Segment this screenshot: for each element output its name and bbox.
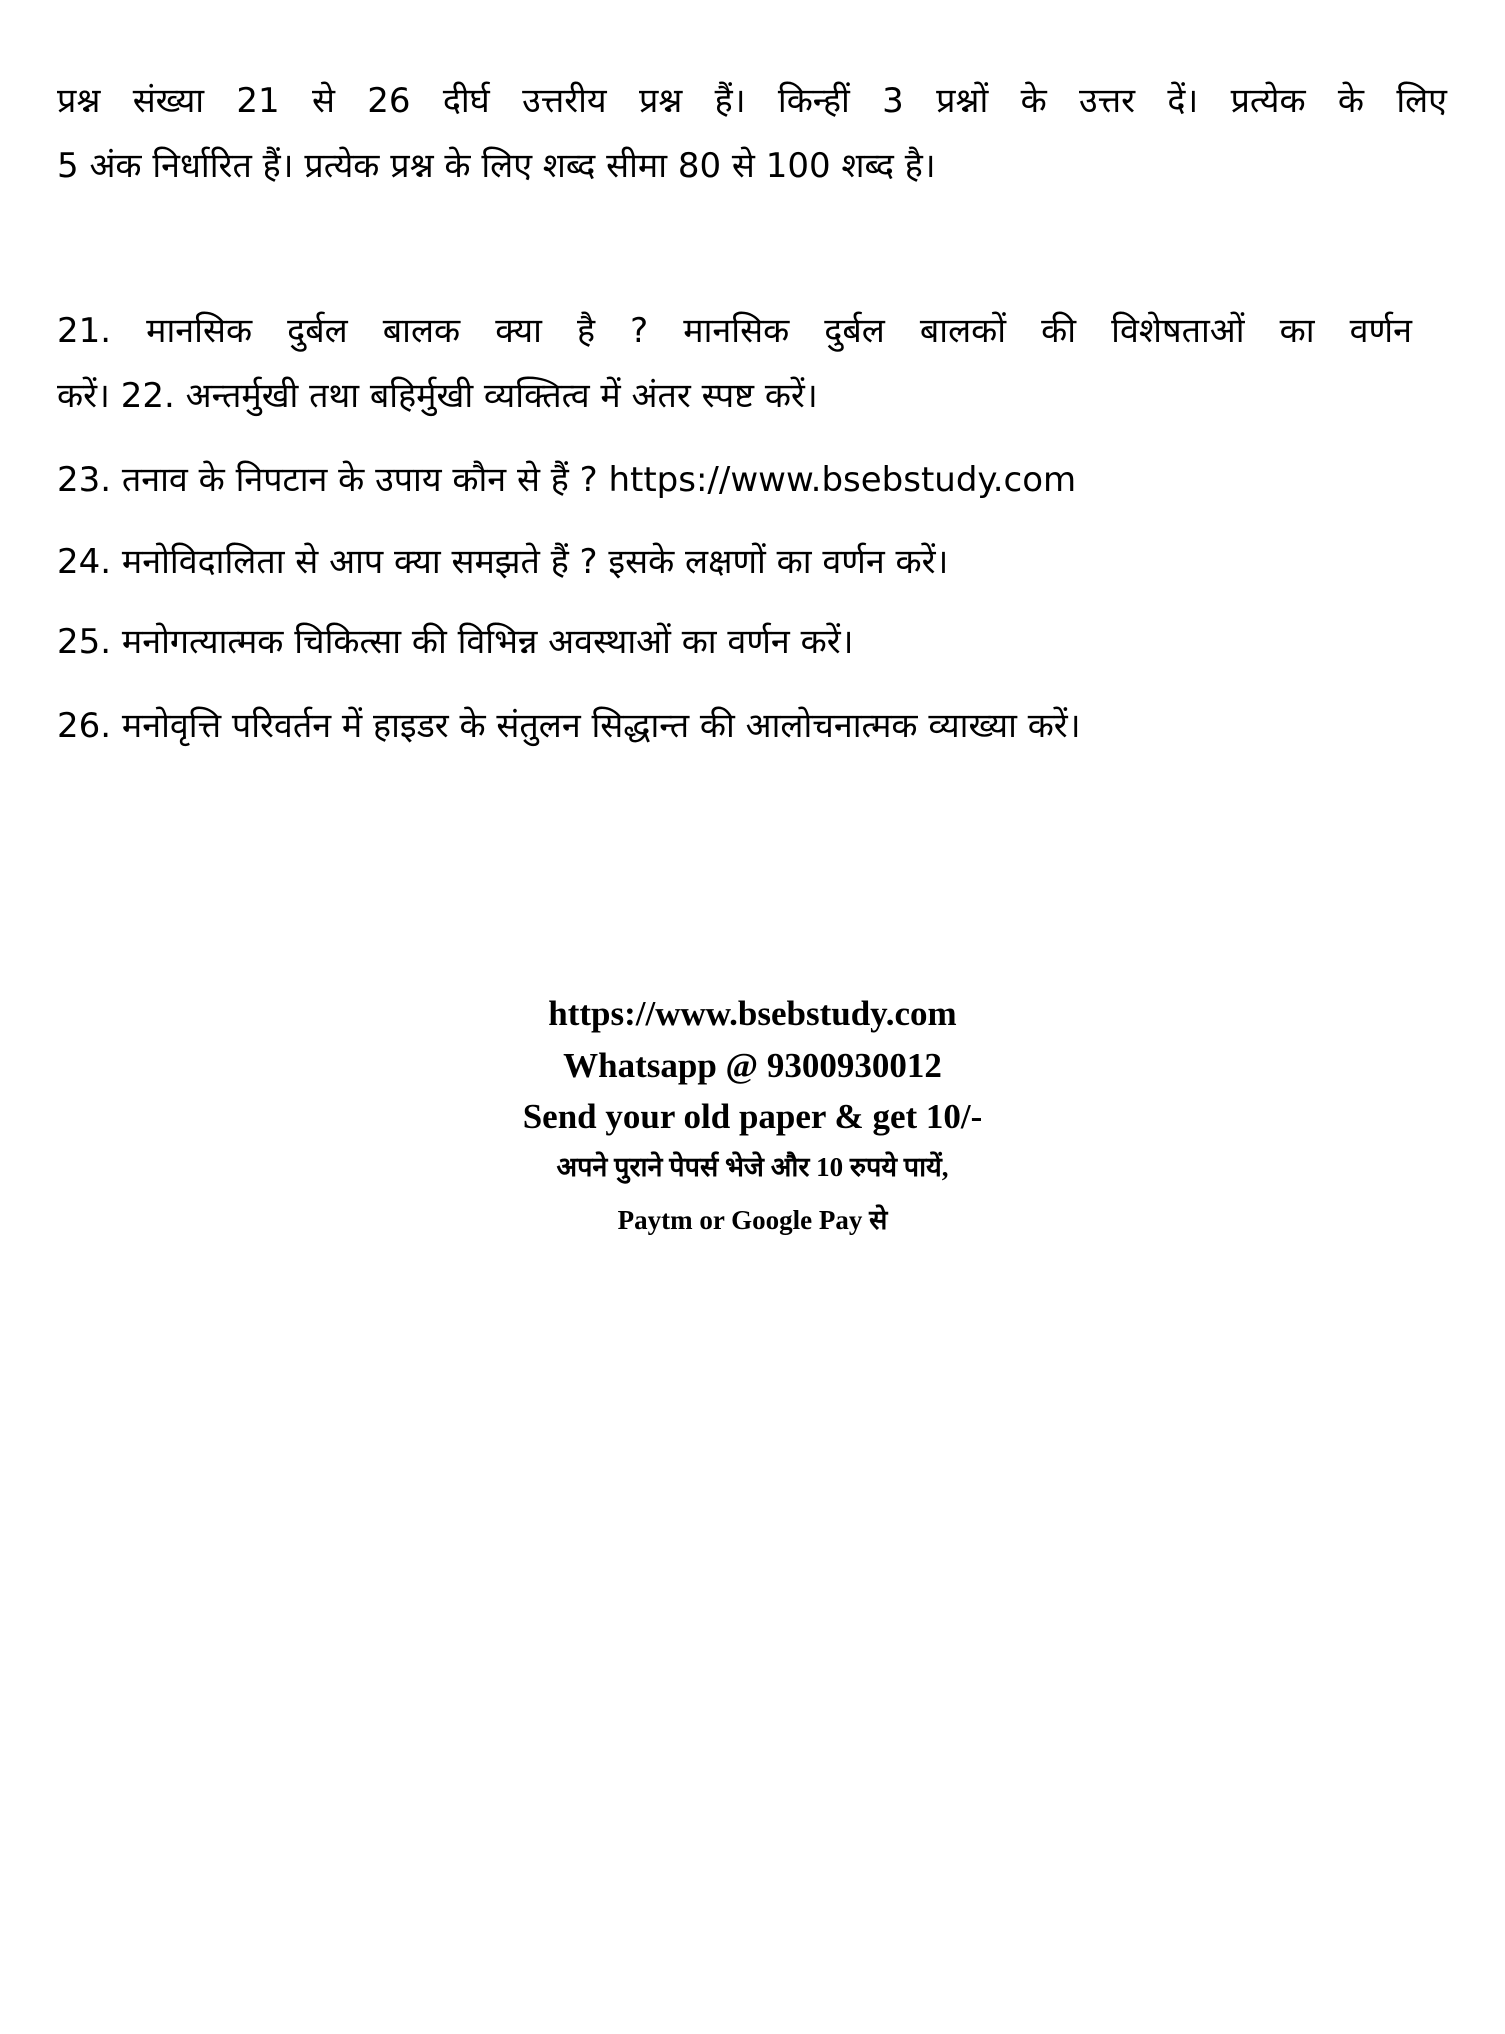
instruction-line: 5 अंक निर्धारित हैं। प्रत्येक प्रश्न के लिए शब्द सीमा 80 से 100 शब्द है। <box>57 146 936 186</box>
footer-offer: Send your old paper & get 10/- <box>522 1097 983 1136</box>
question-item: 23. तनाव के निपटान के उपाय कौन से हैं ? https://www.bsebstudy.com <box>57 460 1077 500</box>
footer-url[interactable]: https://www.bsebstudy.com <box>548 994 957 1033</box>
question-item: 24. मनोविदालिता से आप क्या समझते हैं ? इसके लक्षणों का वर्णन करें। <box>57 542 949 582</box>
question-item: करें। 22. अन्तर्मुखी तथा बहिर्मुखी व्यक्तित्व में अंतर स्पष्ट करें। <box>57 376 818 416</box>
footer-offer-hindi: अपने पुराने पेपर्स भेजे और 10 रुपये पायें, <box>556 1152 949 1182</box>
footer-payment: Paytm or Google Pay से <box>617 1205 888 1235</box>
instruction-line: प्रश्न संख्या 21 से 26 दीर्घ उत्तरीय प्रश्न हैं। किन्हीं 3 प्रश्नों के उत्तर दें। प्रत्येक के लिए <box>57 81 1447 121</box>
question-item: 25. मनोगत्यात्मक चिकित्सा की विभिन्न अवस्थाओं का वर्णन करें। <box>57 622 854 662</box>
question-item: 21. मानसिक दुर्बल बालक क्या है ? मानसिक दुर्बल बालकों की विशेषताओं का वर्णन <box>57 311 1412 351</box>
footer-whatsapp: Whatsapp @ 9300930012 <box>563 1046 942 1085</box>
question-item: 26. मनोवृत्ति परिवर्तन में हाइडर के संतुलन सिद्धान्त की आलोचनात्मक व्याख्या करें। <box>57 706 1081 746</box>
